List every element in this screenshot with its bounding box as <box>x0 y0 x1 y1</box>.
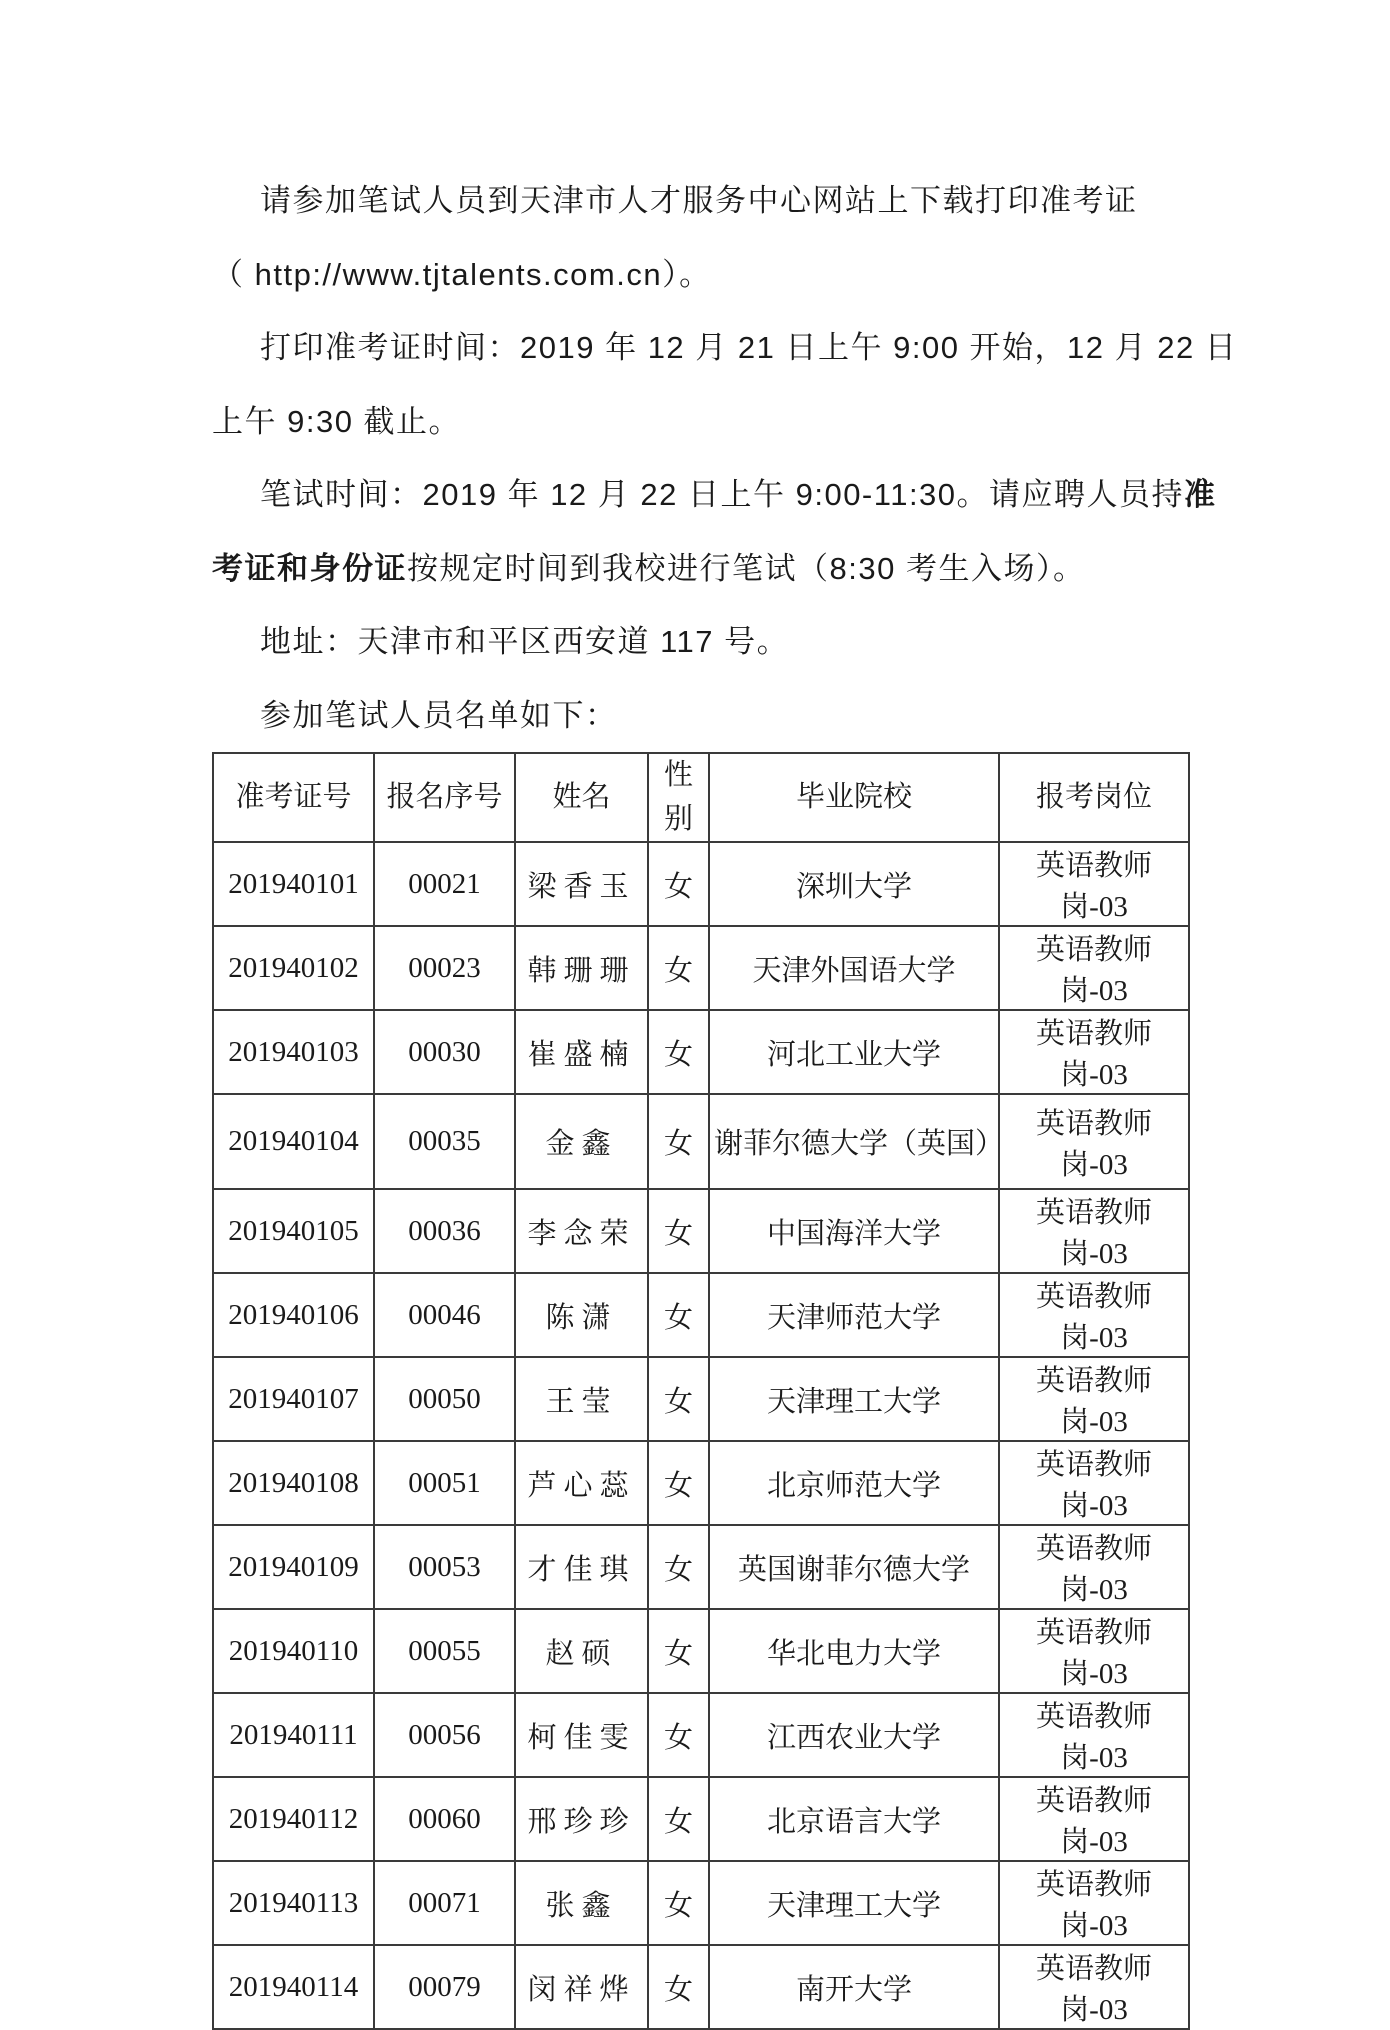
table-cell: 英语教师岗-03 <box>999 1010 1189 1094</box>
table-row <box>213 1609 1189 1693</box>
table-cell: 北京语言大学 <box>709 1777 999 1861</box>
table-cell: 00021 <box>374 842 515 926</box>
table-cell: 201940113 <box>213 1861 374 1945</box>
table-cell: 英语教师岗-03 <box>999 1777 1189 1861</box>
table-cell: 00036 <box>374 1189 515 1273</box>
table-cell: 00050 <box>374 1357 515 1441</box>
table-cell: 00071 <box>374 1861 515 1945</box>
paragraph-intro-url-line <box>212 238 1300 312</box>
table-cell: 00053 <box>374 1525 515 1609</box>
text-run: 笔试时间：2019 年 12 月 22 日上午 9:00-11:30。请应聘人员持 <box>260 477 1185 512</box>
table-cell: 201940110 <box>213 1609 374 1693</box>
table-cell: 女 <box>648 1861 709 1945</box>
table-cell: 201940107 <box>213 1357 374 1441</box>
table-cell: 韩珊珊 <box>515 926 648 1010</box>
table-cell: 英语教师岗-03 <box>999 1441 1189 1525</box>
table-cell: 英语教师岗-03 <box>999 1861 1189 1945</box>
table-cell: 张鑫 <box>515 1861 648 1945</box>
table-cell: 00046 <box>374 1273 515 1357</box>
table-cell: 柯佳雯 <box>515 1693 648 1777</box>
paragraph-exam-time-line-1 <box>212 458 1300 532</box>
table-cell: 201940112 <box>213 1777 374 1861</box>
table-cell: 女 <box>648 1189 709 1273</box>
table-cell: 英语教师岗-03 <box>999 1357 1189 1441</box>
table-cell: 201940103 <box>213 1010 374 1094</box>
text-run: 打印准考证时间：2019 年 12 月 21 日上午 9:00 开始，12 月 22 日 <box>260 330 1238 365</box>
text-run: 参加笔试人员名单如下： <box>260 697 618 733</box>
table-header-row <box>213 753 1189 842</box>
table-row <box>213 1357 1189 1441</box>
column-header-applied-position: 报考岗位 <box>999 753 1189 842</box>
table-cell: 英语教师岗-03 <box>999 1693 1189 1777</box>
table-cell: 201940108 <box>213 1441 374 1525</box>
table-cell: 天津师范大学 <box>709 1273 999 1357</box>
table-row <box>213 926 1189 1010</box>
table-cell: 深圳大学 <box>709 842 999 926</box>
table-cell: 201940106 <box>213 1273 374 1357</box>
table-body <box>213 842 1189 2029</box>
table-cell: 江西农业大学 <box>709 1693 999 1777</box>
table-cell: 英国谢菲尔德大学 <box>709 1525 999 1609</box>
table-cell: 女 <box>648 1441 709 1525</box>
table-row <box>213 1441 1189 1525</box>
text-run: 地址：天津市和平区西安道 117 号。 <box>260 624 790 659</box>
bold-text-run: 准 <box>1184 477 1217 512</box>
table-row <box>213 1010 1189 1094</box>
table-cell: 天津理工大学 <box>709 1861 999 1945</box>
paragraph-intro-line-1 <box>212 164 1300 238</box>
column-header-gender: 性别 <box>648 753 709 842</box>
table-cell: 女 <box>648 1525 709 1609</box>
table-cell: 华北电力大学 <box>709 1609 999 1693</box>
table-cell: 崔盛楠 <box>515 1010 648 1094</box>
table-row <box>213 1777 1189 1861</box>
table-cell: 天津理工大学 <box>709 1357 999 1441</box>
table-cell: 谢菲尔德大学（英国） <box>709 1094 999 1189</box>
table-cell: 00060 <box>374 1777 515 1861</box>
table-cell: 女 <box>648 1693 709 1777</box>
table-cell: 00051 <box>374 1441 515 1525</box>
table-cell: 陈潇 <box>515 1273 648 1357</box>
table-cell: 201940101 <box>213 842 374 926</box>
table-cell: 北京师范大学 <box>709 1441 999 1525</box>
table-cell: 英语教师岗-03 <box>999 1189 1189 1273</box>
table-cell: 金鑫 <box>515 1094 648 1189</box>
paragraph-address-line <box>212 605 1300 679</box>
table-cell: 女 <box>648 1357 709 1441</box>
text-run: 按规定时间到我校进行笔试（8:30 考生入场）。 <box>407 550 1086 586</box>
text-run: 上午 9:30 截止。 <box>212 403 462 439</box>
table-cell: 00079 <box>374 1945 515 2029</box>
table-cell: 201940105 <box>213 1189 374 1273</box>
table-cell: 河北工业大学 <box>709 1010 999 1094</box>
text-run: 请参加笔试人员到天津市人才服务中心网站上下载打印准考证 <box>260 183 1138 218</box>
table-cell: 00023 <box>374 926 515 1010</box>
table-cell: 天津外国语大学 <box>709 926 999 1010</box>
table-cell: 英语教师岗-03 <box>999 1609 1189 1693</box>
table-cell: 女 <box>648 842 709 926</box>
table-cell: 女 <box>648 1945 709 2029</box>
table-cell: 201940114 <box>213 1945 374 2029</box>
table-cell: 00030 <box>374 1010 515 1094</box>
table-row <box>213 1861 1189 1945</box>
table-cell: 才佳琪 <box>515 1525 648 1609</box>
table-cell: 赵硕 <box>515 1609 648 1693</box>
table-cell: 女 <box>648 1010 709 1094</box>
table-cell: 00056 <box>374 1693 515 1777</box>
paragraph-print-time-line-2 <box>212 385 1300 459</box>
table-cell: 梁香玉 <box>515 842 648 926</box>
table-cell: 女 <box>648 1094 709 1189</box>
table-row <box>213 1189 1189 1273</box>
table-cell: 英语教师岗-03 <box>999 842 1189 926</box>
table-cell: 00055 <box>374 1609 515 1693</box>
table-row <box>213 1273 1189 1357</box>
column-header-admission-number: 准考证号 <box>213 753 374 842</box>
table-row <box>213 1525 1189 1609</box>
table-cell: 英语教师岗-03 <box>999 1945 1189 2029</box>
bold-text-run: 考证和身份证 <box>212 550 407 586</box>
table-cell: 邢珍珍 <box>515 1777 648 1861</box>
table-cell: 英语教师岗-03 <box>999 926 1189 1010</box>
exam-roster-table <box>212 752 1190 2030</box>
table-cell: 女 <box>648 1777 709 1861</box>
table-cell: 李念荣 <box>515 1189 648 1273</box>
column-header-graduating-school: 毕业院校 <box>709 753 999 842</box>
table-cell: 南开大学 <box>709 1945 999 2029</box>
table-cell: 英语教师岗-03 <box>999 1273 1189 1357</box>
table-cell: 00035 <box>374 1094 515 1189</box>
table-row <box>213 1094 1189 1189</box>
url-text: （ http://www.tjtalents.com.cn）。 <box>212 256 712 292</box>
table-cell: 女 <box>648 1273 709 1357</box>
table-cell: 201940109 <box>213 1525 374 1609</box>
table-cell: 闵祥烨 <box>515 1945 648 2029</box>
paragraph-print-time-line-1 <box>212 311 1300 385</box>
table-cell: 中国海洋大学 <box>709 1189 999 1273</box>
table-cell: 201940102 <box>213 926 374 1010</box>
column-header-name: 姓名 <box>515 753 648 842</box>
table-row <box>213 1693 1189 1777</box>
table-cell: 女 <box>648 1609 709 1693</box>
table-cell: 王莹 <box>515 1357 648 1441</box>
paragraph-roster-intro-line <box>212 679 1300 753</box>
table-cell: 芦心蕊 <box>515 1441 648 1525</box>
column-header-registration-number: 报名序号 <box>374 753 515 842</box>
table-cell: 英语教师岗-03 <box>999 1094 1189 1189</box>
table-cell: 英语教师岗-03 <box>999 1525 1189 1609</box>
table-cell: 201940111 <box>213 1693 374 1777</box>
table-cell: 201940104 <box>213 1094 374 1189</box>
table-row <box>213 1945 1189 2029</box>
table-cell: 女 <box>648 926 709 1010</box>
table-row <box>213 842 1189 926</box>
table-header <box>213 753 1189 842</box>
paragraph-exam-time-line-2 <box>212 532 1300 606</box>
